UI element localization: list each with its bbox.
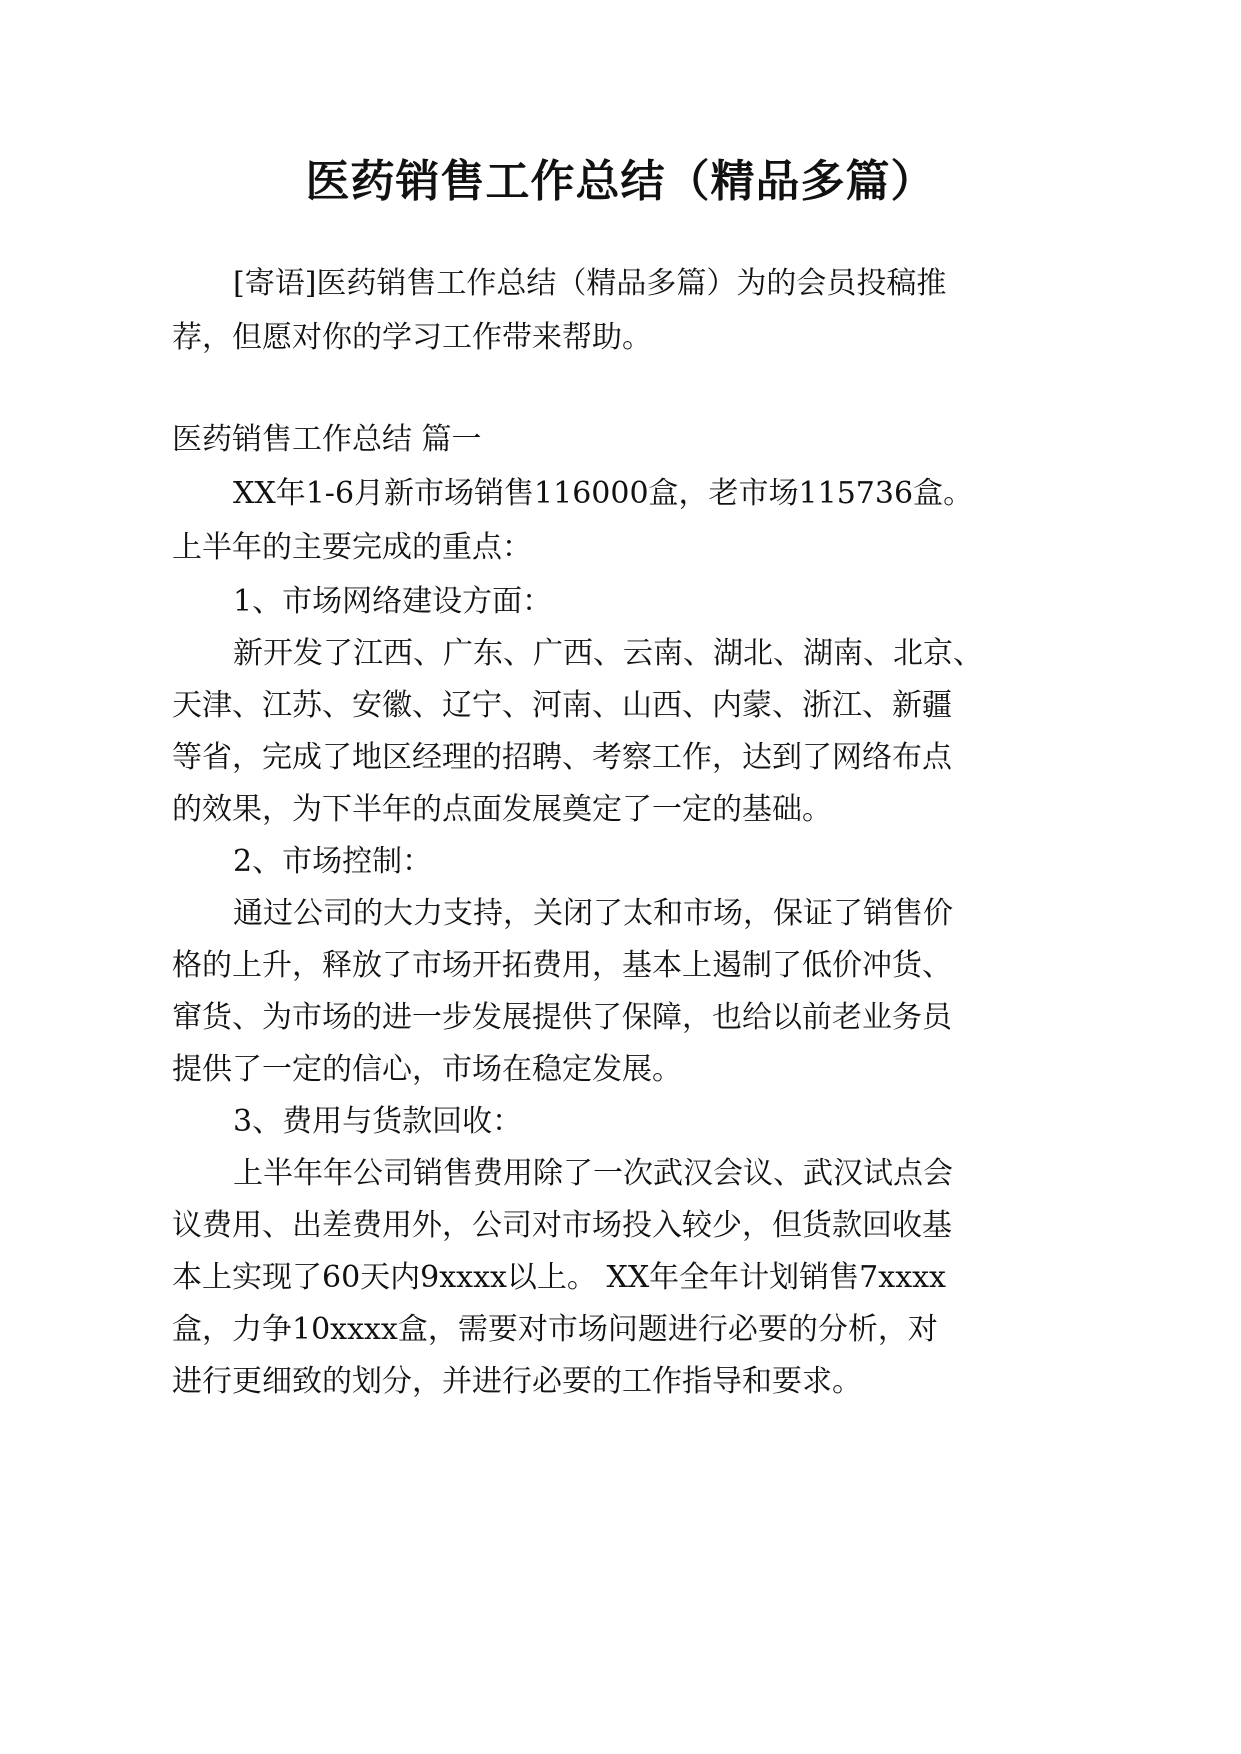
subheading-text: 1、市场网络建设方面： <box>233 584 553 619</box>
paragraph-line-text: 的效果，为下半年的点面发展奠定了一定的基础。 <box>172 792 832 827</box>
paragraph-line-text: 议费用、出差费用外，公司对市场投入较少，但货款回收基 <box>172 1208 952 1243</box>
paragraph-line-text: 新开发了江西、广东、广西、云南、湖北、湖南、北京、 <box>233 636 983 671</box>
document-title: 医药销售工作总结（精品多篇） <box>305 156 936 207</box>
paragraph-line-text: 盒，力争10xxxx盒，需要对市场问题进行必要的分析，对 <box>172 1312 938 1347</box>
paragraph-line-text: 本上实现了60天内9xxxx以上。 XX年全年计划销售7xxxx <box>172 1260 946 1295</box>
paragraph-line-text: [寄语]医药销售工作总结（精品多篇）为的会员投稿推 <box>233 266 947 301</box>
paragraph-line-text: 荐，但愿对你的学习工作带来帮助。 <box>172 320 652 355</box>
paragraph-line-text: 提供了一定的信心，市场在稳定发展。 <box>172 1052 682 1087</box>
paragraph-line-text: 窜货、为市场的进一步发展提供了保障，也给以前老业务员 <box>172 1000 952 1035</box>
section-heading-text: 医药销售工作总结 篇一 <box>172 422 482 457</box>
paragraph-line-text: 通过公司的大力支持，关闭了太和市场，保证了销售价 <box>233 896 953 931</box>
subheading-text: 3、费用与货款回收： <box>233 1104 523 1139</box>
paragraph-line-text: 天津、江苏、安徽、辽宁、河南、山西、内蒙、浙江、新疆 <box>172 688 952 723</box>
paragraph-line-text: 格的上升，释放了市场开拓费用，基本上遏制了低价冲货、 <box>172 948 952 983</box>
paragraph-line-text: XX年1-6月新市场销售116000盒，老市场115736盒。 <box>233 476 974 511</box>
paragraph-line-text: 进行更细致的划分，并进行必要的工作指导和要求。 <box>172 1364 862 1399</box>
paragraph-line-text: 上半年的主要完成的重点： <box>172 530 532 565</box>
paragraph-line-text: 上半年年公司销售费用除了一次武汉会议、武汉试点会 <box>233 1156 953 1191</box>
subheading-text: 2、市场控制： <box>233 844 433 879</box>
paragraph-line-text: 等省，完成了地区经理的招聘、考察工作，达到了网络布点 <box>172 740 952 775</box>
